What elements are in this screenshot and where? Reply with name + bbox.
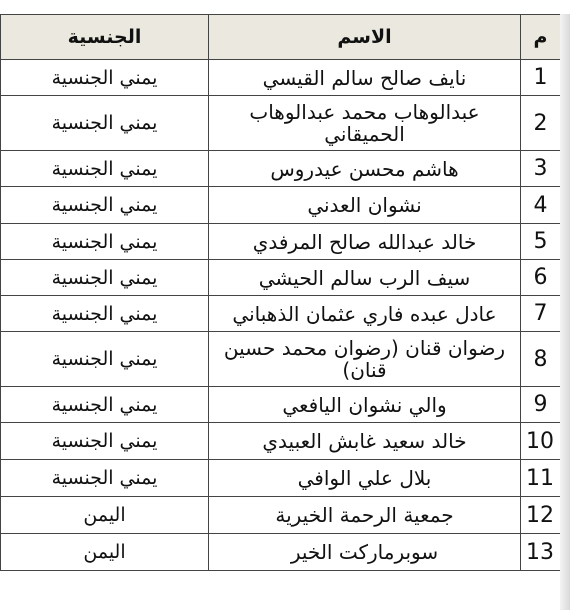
row-nationality: يمني الجنسية bbox=[1, 387, 209, 423]
row-number: 4 bbox=[521, 187, 561, 224]
header-number: م bbox=[521, 15, 561, 60]
row-nationality: يمني الجنسية bbox=[1, 423, 209, 460]
row-nationality: اليمن bbox=[1, 534, 209, 571]
row-name: خالد عبدالله صالح المرفدي bbox=[209, 224, 521, 260]
row-nationality: اليمن bbox=[1, 497, 209, 534]
header-name: الاسم bbox=[209, 15, 521, 60]
row-name: خالد سعيد غابش العبيدي bbox=[209, 423, 521, 460]
table-row bbox=[1, 423, 561, 460]
header-nationality: الجنسية bbox=[1, 15, 209, 60]
row-number: 3 bbox=[521, 151, 561, 187]
row-number: 1 bbox=[521, 60, 561, 96]
table-row bbox=[1, 224, 561, 260]
table-row bbox=[1, 534, 561, 571]
row-nationality: يمني الجنسية bbox=[1, 260, 209, 296]
row-name: هاشم محسن عيدروس bbox=[209, 151, 521, 187]
table-row bbox=[1, 60, 561, 96]
table-row bbox=[1, 260, 561, 296]
row-number: 2 bbox=[521, 96, 561, 151]
row-number: 6 bbox=[521, 260, 561, 296]
row-nationality: يمني الجنسية bbox=[1, 460, 209, 497]
row-name: جمعية الرحمة الخيرية bbox=[209, 497, 521, 534]
row-number: 13 bbox=[521, 534, 561, 571]
row-name: عبدالوهاب محمد عبدالوهاب الحميقاني bbox=[209, 96, 521, 151]
row-number: 8 bbox=[521, 332, 561, 387]
row-number: 11 bbox=[521, 460, 561, 497]
row-number: 7 bbox=[521, 296, 561, 332]
row-name: سوبرماركت الخير bbox=[209, 534, 521, 571]
table-row bbox=[1, 332, 561, 387]
row-nationality: يمني الجنسية bbox=[1, 224, 209, 260]
table-row bbox=[1, 96, 561, 151]
row-name: سيف الرب سالم الحيشي bbox=[209, 260, 521, 296]
row-number: 12 bbox=[521, 497, 561, 534]
row-number: 5 bbox=[521, 224, 561, 260]
table-row bbox=[1, 497, 561, 534]
row-name: والي نشوان اليافعي bbox=[209, 387, 521, 423]
page-edge-shadow bbox=[560, 14, 570, 610]
table-row bbox=[1, 187, 561, 224]
row-name: عادل عبده فاري عثمان الذهباني bbox=[209, 296, 521, 332]
row-nationality: يمني الجنسية bbox=[1, 96, 209, 151]
table-row bbox=[1, 151, 561, 187]
row-nationality: يمني الجنسية bbox=[1, 151, 209, 187]
row-name: نشوان العدني bbox=[209, 187, 521, 224]
row-name: رضوان قنان (رضوان محمد حسين قنان) bbox=[209, 332, 521, 387]
table-row bbox=[1, 296, 561, 332]
row-name: نايف صالح سالم القيسي bbox=[209, 60, 521, 96]
row-number: 9 bbox=[521, 387, 561, 423]
row-nationality: يمني الجنسية bbox=[1, 296, 209, 332]
cropped-heading-strip bbox=[0, 0, 570, 12]
row-nationality: يمني الجنسية bbox=[1, 60, 209, 96]
row-name: بلال علي الوافي bbox=[209, 460, 521, 497]
table-header-row bbox=[1, 15, 561, 60]
table-row bbox=[1, 460, 561, 497]
row-number: 10 bbox=[521, 423, 561, 460]
row-nationality: يمني الجنسية bbox=[1, 332, 209, 387]
table-row bbox=[1, 387, 561, 423]
row-nationality: يمني الجنسية bbox=[1, 187, 209, 224]
designation-table bbox=[0, 14, 561, 571]
